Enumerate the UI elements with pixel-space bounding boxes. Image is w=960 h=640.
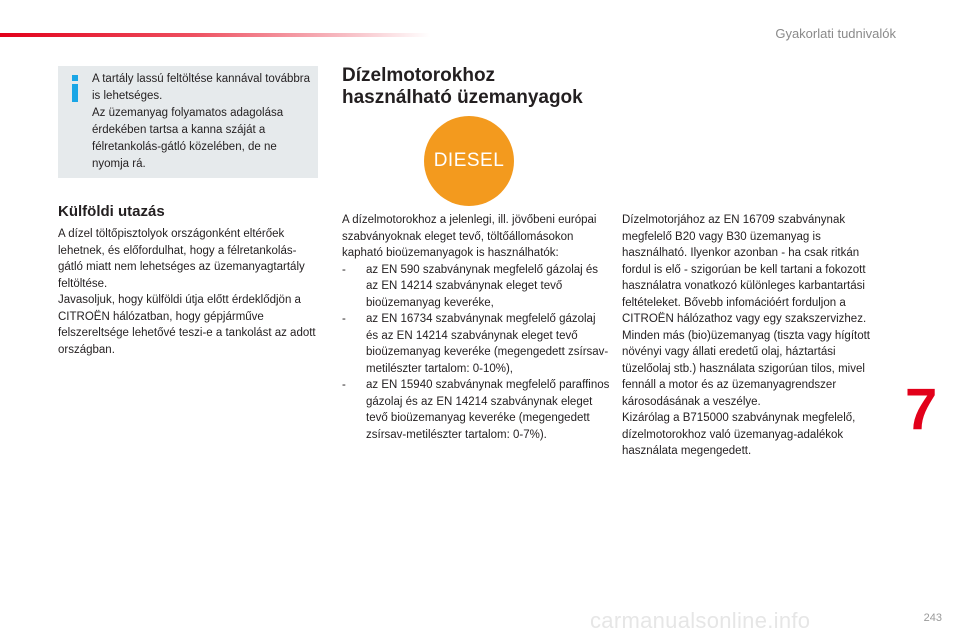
list-item: - az EN 16734 szabványnak megfelelő gázolaj és az EN 14214 szabványnak eleget tevő bioüzemanyag keveréke (megengedett zsírsav-metilészter tartalom: 0-10%), (342, 311, 610, 377)
diesel-paragraph: Minden más (bio)üzemanyag (tiszta vagy hígított növényi vagy állati eredetű olaj, háztartási tüzelőolaj stb.) használata szigorúan tilos, mivel fennáll a motor és az üzemanyagrendszer károsodásának a veszélye. (622, 329, 871, 408)
header-accent-bar (0, 33, 430, 37)
diesel-badge-label: DIESEL (433, 150, 505, 171)
abroad-paragraph: A dízel töltőpisztolyok országonként eltérőek lehetnek, és előfordulhat, hogy a félretankolás-gátló miatt nem lehetséges az üzemanyagtartály feltöltése. (58, 228, 305, 290)
info-icon (68, 75, 82, 103)
abroad-paragraph: Javasoljuk, hogy külföldi útja előtt érdeklődjön a CITROËN hálózatban, hogy gépjárműve felszereltsége lehetővé teszi-e a tankolást az adott országban. (58, 294, 316, 356)
abroad-text (58, 226, 320, 358)
diesel-badge-icon (424, 116, 514, 206)
fuel-standard-list (342, 262, 610, 444)
diesel-paragraph: Kizárólag a B715000 szabványnak megfelelő, dízelmotorokhoz való üzemanyag-adalékok használata megengedett. (622, 412, 856, 457)
watermark: carmanualsonline.info (590, 608, 811, 633)
list-item: - az EN 590 szabványnak megfelelő gázolaj és az EN 14214 szabványnak eleget tevő bioüzemanyag keveréke, (342, 262, 610, 312)
section-title: Gyakorlati tudnivalók (775, 26, 896, 41)
abroad-heading: Külföldi utazás (58, 203, 165, 220)
diesel-intro: A dízelmotorokhoz a jelenlegi, ill. jövőbeni európai szabványoknak eleget tevő, töltőállomásokon kapható bioüzemanyagok is használhatók: (342, 214, 597, 259)
info-paragraph: Az üzemanyag folyamatos adagolása érdekében tartsa a kanna száját a félretankolás-gátló közelében, de ne nyomja rá. (92, 107, 284, 170)
info-paragraph: A tartály lassú feltöltése kannával továbbra is lehetséges. (92, 73, 310, 102)
list-item: - az EN 15940 szabványnak megfelelő paraffinos gázolaj és az EN 14214 szabványnak eleget tevő bioüzemanyag keveréke (megengedett zsírsav-metilészter tartalom: 0-7%). (342, 377, 610, 443)
diesel-heading-line2: használható üzemanyagok (342, 87, 583, 108)
info-box-text (92, 71, 312, 173)
chapter-number: 7 (905, 377, 938, 442)
diesel-heading (342, 65, 622, 109)
diesel-right-column (622, 212, 884, 460)
diesel-paragraph: Dízelmotorjához az EN 16709 szabványnak megfelelő B20 vagy B30 üzemanyag is használható. Ilyenkor azonban - ha csak ritkán fordul is elő - szigorúan be kell tartani a fokozott használatra vonatkozó különleges karbantartási feltételeket. Bővebb infomációért forduljon a CITROËN hálózathoz vagy egy szakszervizhez. (622, 214, 867, 325)
diesel-heading-line1: Dízelmotorokhoz (342, 65, 496, 86)
page-number: 243 (923, 612, 942, 624)
diesel-intro-column (342, 212, 610, 443)
